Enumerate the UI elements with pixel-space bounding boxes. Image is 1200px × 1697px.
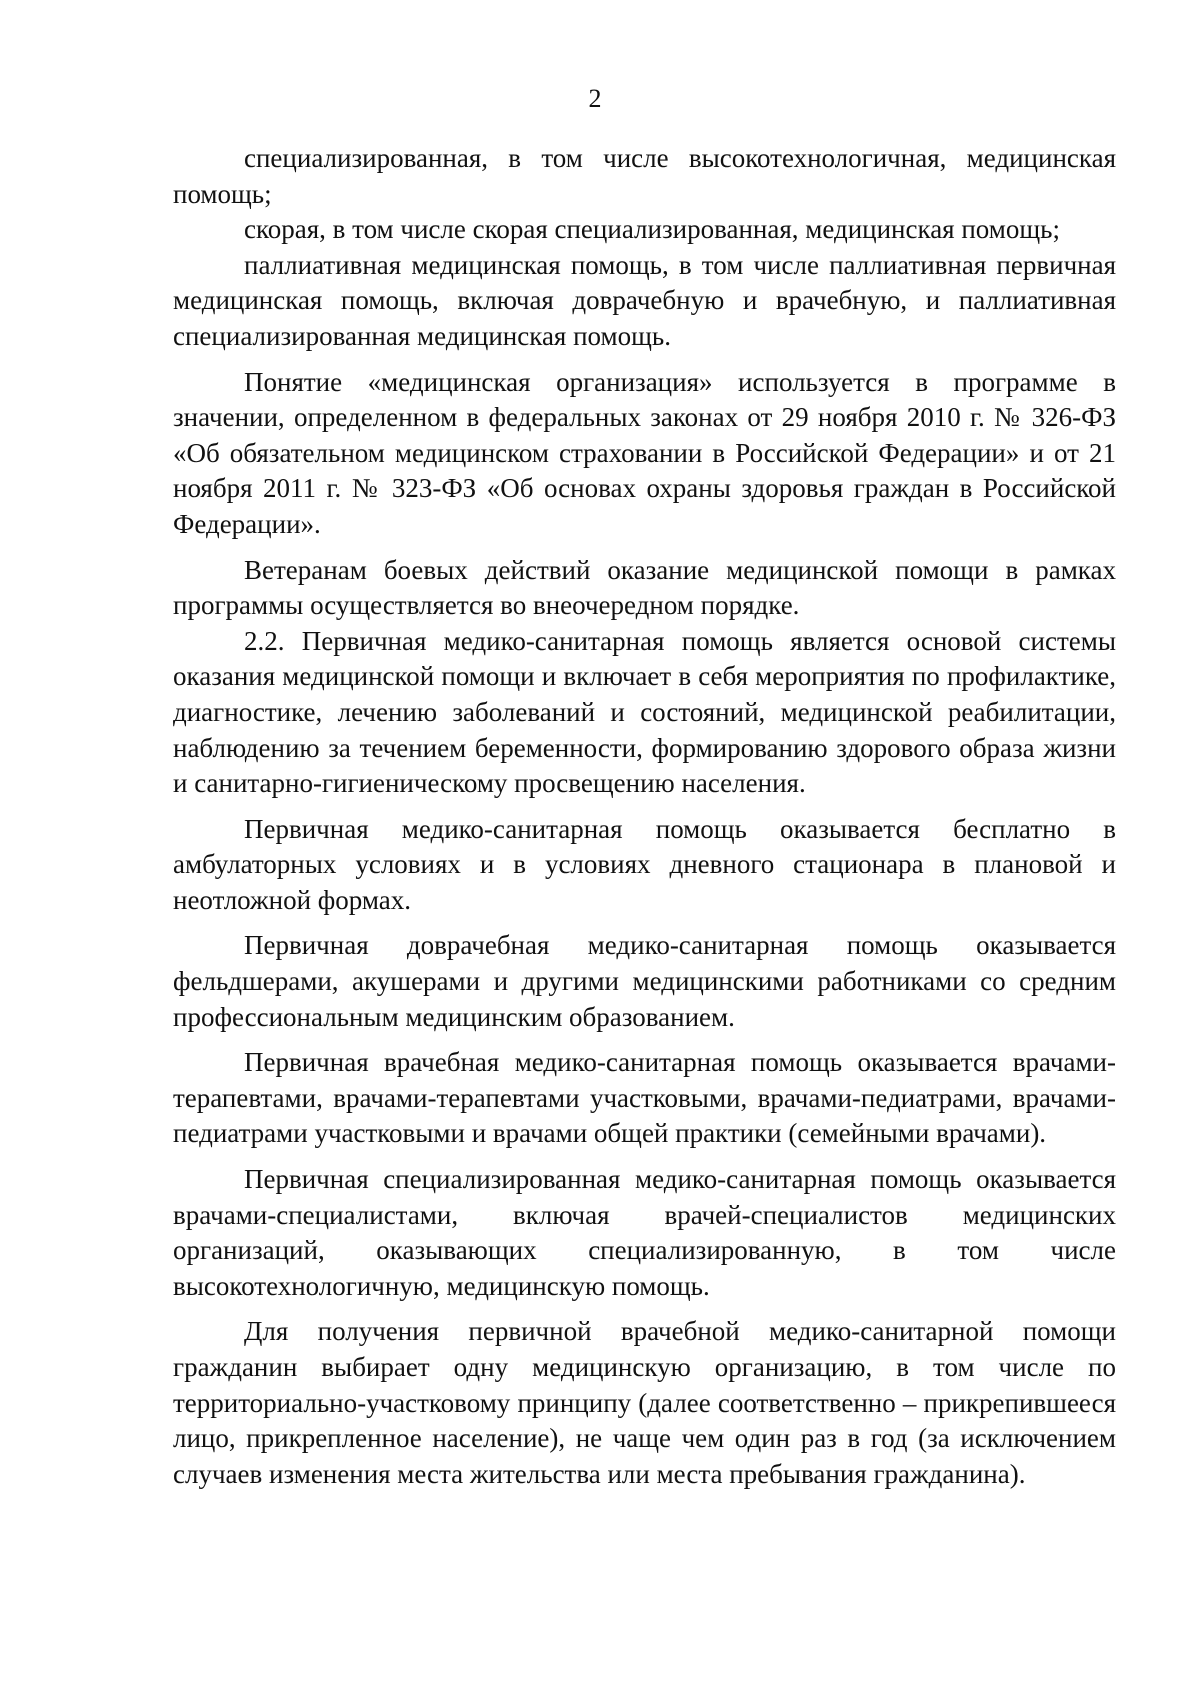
paragraph: Первичная специализированная медико-санитарная помощь оказывается врачами-специалистами, включая врачей-специалистов медицинских организаций, оказывающих специализированную, в том числе высокотехнологичную, медицинскую помощь.	[173, 1164, 1116, 1301]
paragraph: Первичная медико-санитарная помощь оказывается бесплатно в амбулаторных условиях и в условиях дневного стационара в плановой и неотложной формах.	[173, 813, 1116, 915]
paragraph: паллиативная медицинская помощь, в том числе паллиативная первичная медицинская помощь, включая доврачебную и врачебную, и паллиативная специализированная медицинская помощь.	[173, 249, 1116, 351]
document-body	[173, 141, 1116, 1492]
paragraph: Понятие «медицинская организация» используется в программе в значении, определенном в федеральных законах от 29 ноября 2010 г. № 326-ФЗ «Об обязательном медицинском страховании в Российской Федерации» и от 21 ноября 2011 г. № 323-ФЗ «Об основах охраны здоровья граждан в Российской Федерации».	[173, 366, 1116, 539]
paragraph: 2.2. Первичная медико-санитарная помощь является основой системы оказания медицинской помощи и включает в себя мероприятия по профилактике, диагностике, лечению заболеваний и состояний, медицинской реабилитации, наблюдению за течением беременности, формированию здорового образа жизни и санитарно-гигиеническому просвещению населения.	[173, 625, 1116, 799]
paragraph: скорая, в том числе скорая специализированная, медицинская помощь;	[244, 214, 1060, 245]
paragraph: Ветеранам боевых действий оказание медицинской помощи в рамках программы осуществляется во внеочередном порядке.	[173, 554, 1116, 621]
page-number: 2	[588, 84, 602, 113]
paragraph: Для получения первичной врачебной медико-санитарной помощи гражданин выбирает одну медицинскую организацию, в том числе по территориально-участковому принципу (далее соответственно – прикрепившееся лицо, прикрепленное население), не чаще чем один раз в год (за исключением случаев изменения места жительства или места пребывания гражданина).	[173, 1316, 1116, 1489]
paragraph: Первичная доврачебная медико-санитарная помощь оказывается фельдшерами, акушерами и другими медицинскими работниками со средним профессиональным медицинским образованием.	[173, 930, 1116, 1032]
paragraph: Первичная врачебная медико-санитарная помощь оказывается врачами-терапевтами, врачами-терапевтами участковыми, врачами-педиатрами, врачами-педиатрами участковыми и врачами общей практики (семейными врачами).	[173, 1047, 1116, 1149]
paragraph: специализированная, в том числе высокотехнологичная, медицинская помощь;	[173, 143, 1116, 209]
